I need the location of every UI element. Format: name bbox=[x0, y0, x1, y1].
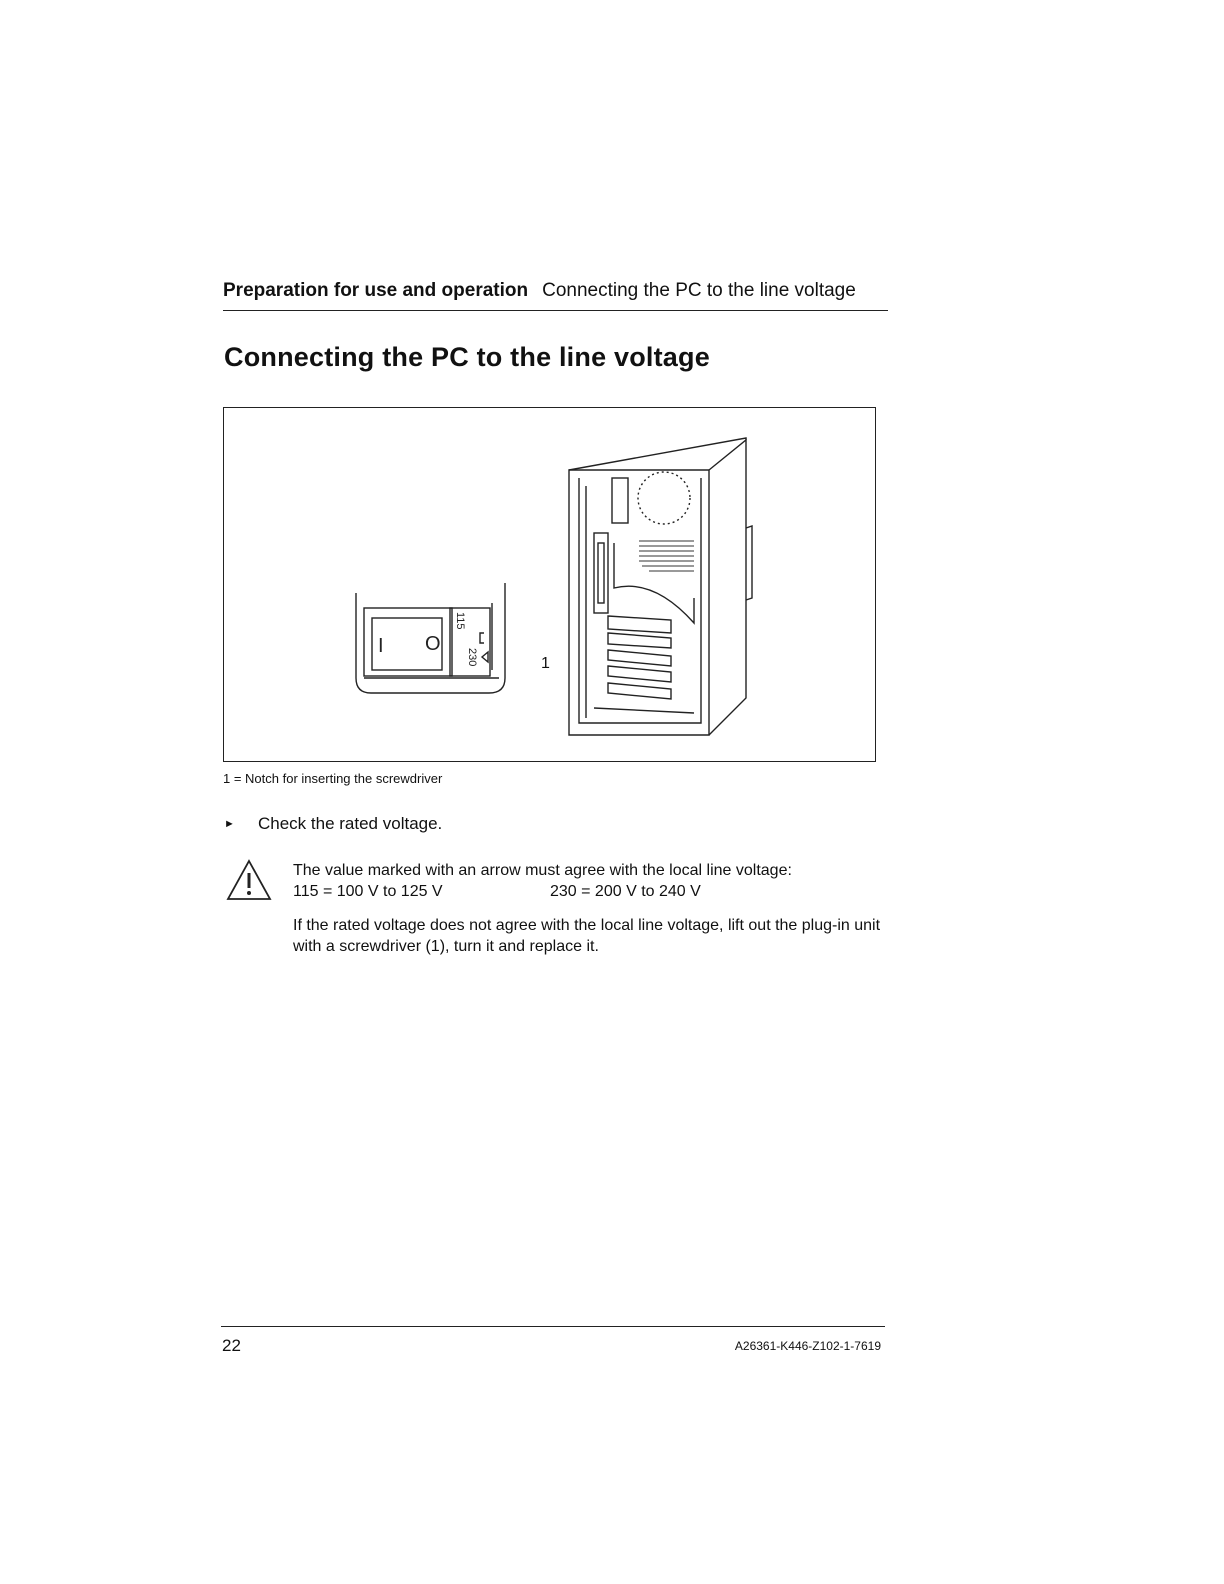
warning-intro: The value marked with an arrow must agree with the local line voltage: bbox=[293, 862, 792, 879]
page-number: 22 bbox=[222, 1336, 241, 1355]
document-id: A26361-K446-Z102-1-7619 bbox=[734, 1339, 881, 1353]
switch-symbol-on: I bbox=[378, 635, 384, 657]
warning-text bbox=[293, 860, 883, 957]
header-subsection: Connecting the PC to the line voltage bbox=[542, 280, 856, 301]
warning-icon bbox=[225, 858, 273, 902]
warning-instruction: If the rated voltage does not agree with the local line voltage, lift out the plug-in unit with a screwdriver (1), turn it and replace it. bbox=[293, 917, 881, 955]
pc-tower bbox=[569, 438, 752, 735]
running-header bbox=[223, 278, 888, 311]
footer-divider bbox=[221, 1326, 885, 1327]
figure-callout-1: 1 bbox=[541, 655, 550, 672]
page-title: Connecting the PC to the line voltage bbox=[224, 342, 710, 372]
voltage-values bbox=[293, 881, 883, 902]
selector-label-230: 230 bbox=[466, 648, 478, 667]
triangle-bullet-icon: ► bbox=[224, 818, 235, 830]
voltage-230: 230 = 200 V to 240 V bbox=[550, 883, 701, 900]
step-text: Check the rated voltage. bbox=[258, 814, 443, 833]
figure-frame bbox=[223, 407, 876, 762]
instruction-step bbox=[224, 814, 442, 834]
pc-illustration bbox=[224, 408, 877, 763]
header-section: Preparation for use and operation bbox=[223, 280, 529, 301]
figure-caption: 1 = Notch for inserting the screwdriver bbox=[223, 771, 443, 786]
fan-grille bbox=[639, 541, 694, 571]
switch-symbol-off: O bbox=[425, 633, 441, 655]
selector-label-115: 115 bbox=[454, 612, 466, 630]
voltage-115: 115 = 100 V to 125 V bbox=[293, 883, 443, 900]
